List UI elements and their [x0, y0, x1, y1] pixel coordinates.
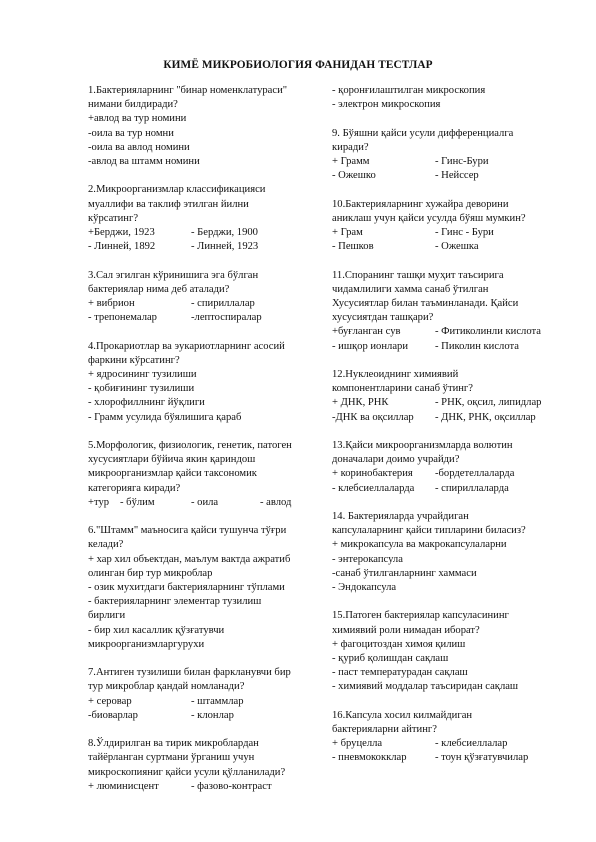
- answer-row: [88, 780, 328, 794]
- question-text-line: доначалари доимо учрайди?: [332, 454, 460, 466]
- answer-option: - қоронғилаштилган микроскопия: [332, 85, 486, 96]
- answer-option: - паст температурадан сақлаш: [332, 667, 468, 679]
- question-text-line: 12.Нуклеоиднинг химиявий: [332, 369, 459, 380]
- answer-option: - Линней, 1892: [88, 241, 156, 253]
- answer-option: олинган бир тур микроблар: [88, 567, 213, 579]
- question-block: [88, 183, 328, 254]
- question-block: [332, 84, 572, 112]
- question-text-line: хусусиятдан ташқари?: [332, 312, 434, 324]
- answer-option: - оила: [191, 496, 219, 508]
- question-text-line: бактериялар нима деб аталади?: [88, 283, 230, 295]
- answer-row: [332, 751, 572, 765]
- answer-option: - тоун қўзғатувчилар: [435, 752, 529, 764]
- question-stem: [88, 340, 328, 368]
- question-text-line: тур микроблар қандай номланади?: [88, 681, 245, 693]
- question-stem: [332, 127, 572, 155]
- question-text-line: микроорганизмлар қайси таксономик: [88, 468, 257, 480]
- answer-option: - химиявий моддалар таъсиридан сақлаш: [332, 681, 519, 693]
- answer-option: -оила ва авлод номини: [88, 141, 190, 153]
- question-stem: [88, 737, 328, 780]
- question-stem: [88, 439, 328, 496]
- answer-row: [332, 411, 572, 425]
- question-block: [332, 709, 572, 766]
- answer-row: [88, 240, 328, 254]
- answer-option: +тур: [88, 496, 110, 508]
- answer-option: +Берджи, 1923: [88, 227, 155, 239]
- question-block: [332, 127, 572, 184]
- question-text-line: 13.Қайси микроорганизмларда волютин: [332, 440, 513, 451]
- answer-option: - ишқор ионлари: [332, 340, 408, 352]
- answer-option: + ядросининг тузилиши: [88, 369, 197, 381]
- question-stem: [88, 666, 328, 694]
- question-text-line: аниклаш учун қайси усулда бўяш мумкин?: [332, 212, 526, 224]
- answer-option: - Пешков: [332, 241, 374, 253]
- question-text-line: микроскопияниг қайси усули қўлланилади?: [88, 766, 286, 778]
- answer-option: + фагоцитоздан химоя қилиш: [332, 638, 466, 650]
- question-stem: [88, 269, 328, 297]
- answer-option: - Нейссер: [435, 170, 479, 182]
- question-text-line: 16.Капсула хосил килмайдиган: [332, 709, 473, 721]
- answer-option: - фазово-контраст: [191, 780, 272, 792]
- question-text-line: 9. Бўяшни қайси усули дифференциалга: [332, 127, 514, 139]
- question-text-line: 3.Сал эгилган кўринишига эга бўлган: [88, 269, 259, 281]
- answer-option: -биоварлар: [88, 709, 138, 721]
- question-stem: [332, 368, 572, 396]
- question-text-line: 4.Прокариотлар ва эукариотларнинг асосий: [88, 340, 285, 352]
- answer-row: [332, 240, 572, 254]
- answer-option: + Грам: [332, 227, 363, 238]
- answer-option: - трепонемалар: [88, 312, 157, 324]
- question-stem: [332, 609, 572, 637]
- question-block: [332, 510, 572, 595]
- answer-row: [332, 169, 572, 183]
- answer-option: - озик мухитдаги бактерияларнинг тўплами: [88, 582, 285, 594]
- answer-option: - Ожешка: [435, 241, 479, 253]
- answer-option: микроорганизмларгурухи: [88, 638, 205, 650]
- answer-row: [88, 311, 328, 325]
- answer-option: - Гинс-Бури: [435, 156, 489, 167]
- question-text-line: 11.Спорaнинг ташқи муҳит таъсирига: [332, 269, 504, 281]
- answer-option: - клебсиеллалар: [435, 738, 508, 750]
- answer-option: - ДНК, РНК, оқсиллар: [435, 411, 536, 423]
- answer-option: - штаммлар: [191, 695, 244, 707]
- answer-option: -санаб ўтилганларнинг хаммаси: [332, 567, 477, 579]
- question-block: [88, 524, 328, 652]
- answer-row: [88, 695, 328, 709]
- question-stem: [332, 510, 572, 538]
- answer-option: - қуриб қолишдан сақлаш: [332, 653, 449, 665]
- question-block: [88, 666, 328, 723]
- question-stem: [332, 439, 572, 467]
- answer-option: - Ожешко: [332, 170, 376, 182]
- answer-option: - авлод: [260, 496, 292, 508]
- answer-option: + хар хил объектдан, маълум вактда ажратиб: [88, 553, 291, 565]
- answer-option: -лептоспиралар: [191, 312, 262, 324]
- answer-option: - спириллаларда: [435, 482, 509, 494]
- question-stem: [332, 198, 572, 226]
- question-block: [332, 609, 572, 694]
- answer-row: [332, 482, 572, 496]
- question-block: [88, 269, 328, 326]
- answer-option: - Пиколин кислота: [435, 340, 519, 352]
- question-block: [332, 198, 572, 255]
- answer-option: - пневмококклар: [332, 752, 407, 764]
- answer-option: - бактерияларнинг элементар тузилиш: [88, 596, 262, 608]
- answer-option: + вибрион: [88, 298, 135, 310]
- question-stem: [88, 524, 328, 552]
- answer-row: [88, 226, 328, 240]
- question-block: [88, 737, 328, 794]
- question-stem: [332, 269, 572, 326]
- question-text-line: 2.Микроорганизмлар классификацияси: [88, 184, 266, 196]
- question-text-line: чидамлилиги хамма санаб ўтилган: [332, 283, 489, 295]
- question-text-line: нимани билдиради?: [88, 99, 178, 111]
- answer-option: + микрокапсула ва макрокапсулаларни: [332, 539, 507, 551]
- answer-option: - қобиғининг тузилиши: [88, 383, 195, 395]
- question-text-line: бактерияларни айтинг?: [332, 724, 437, 736]
- answer-row: [88, 297, 328, 311]
- question-text-line: капсулаларнинг қайси типларини биласиз?: [332, 525, 526, 537]
- answer-option: - хлорофиллнинг йўқлиги: [88, 397, 205, 409]
- question-text-line: фаркини кўрсатинг?: [88, 354, 180, 366]
- question-text-line: тайёрланган суртмани ўрганиш учун: [88, 752, 255, 764]
- answer-option: - клебсиеллаларда: [332, 482, 415, 494]
- question-text-line: киради?: [332, 141, 369, 153]
- question-text-line: 8.Ўлдирилган ва тирик микроблардан: [88, 738, 259, 750]
- answer-option: + серовар: [88, 695, 132, 707]
- question-text-line: 15.Патоген бактериялар капсуласининг: [332, 610, 509, 622]
- question-text-line: химиявий роли нимадан иборат?: [332, 624, 480, 636]
- question-block: [88, 340, 328, 425]
- answer-row: [332, 737, 572, 751]
- answer-option: + Грамм: [332, 156, 370, 167]
- question-block: [332, 439, 572, 496]
- answer-option: - Грамм усулида бўялишига қараб: [88, 411, 242, 423]
- question-block: [332, 269, 572, 354]
- question-text-line: кўрсатинг?: [88, 212, 139, 224]
- answer-option: бирлиги: [88, 610, 126, 622]
- question-stem: [88, 84, 328, 112]
- answer-option: - бир хил касаллик қўзғатувчи: [88, 624, 225, 636]
- answer-option: -авлод ва штамм номини: [88, 156, 200, 168]
- answer-option: + бруцелла: [332, 738, 383, 750]
- answer-option: - клонлар: [191, 709, 234, 721]
- answer-option: - Гинс - Бури: [435, 227, 494, 238]
- answer-option: - Линней, 1923: [191, 241, 259, 253]
- answer-option: - энтерокапсула: [332, 553, 403, 565]
- right-column: [332, 84, 572, 766]
- question-text-line: категорияга киради?: [88, 482, 181, 494]
- answer-option: + люминисцент: [88, 780, 159, 792]
- answer-option: +буғланган сув: [332, 326, 401, 338]
- answer-row: [332, 467, 572, 481]
- left-column: [88, 84, 328, 794]
- question-stem: [88, 183, 328, 226]
- question-text-line: компонентларини санаб ўтинг?: [332, 383, 473, 395]
- answer-option: - Фитиколинли кислота: [435, 326, 541, 338]
- answer-option: - спириллалар: [191, 298, 255, 310]
- answer-option: - Эндокапсула: [332, 582, 397, 594]
- question-text-line: муаллифи ва таклиф этилган йилни: [88, 198, 249, 210]
- question-text-line: 10.Бактерияларнинг хужайра деворини: [332, 198, 509, 210]
- answer-row: [88, 496, 328, 510]
- question-text-line: 14. Бактерияларда учрайдиган: [332, 511, 469, 522]
- answer-option: - Берджи, 1900: [191, 227, 258, 239]
- question-text-line: 5.Морфологик, физиологик, генетик, патоген: [88, 440, 292, 452]
- question-text-line: хусусиятлари бўйича якин қариндош: [88, 454, 256, 466]
- answer-option: -ДНК ва оқсиллар: [332, 411, 414, 423]
- question-block: [332, 368, 572, 425]
- answer-option: + коринобактерия: [332, 468, 413, 480]
- question-stem: [332, 709, 572, 737]
- question-text-line: 1.Бактерияларнинг "бинар номенклатураси": [88, 85, 288, 96]
- answer-option: +авлод ва тур номини: [88, 113, 187, 125]
- answer-row: [88, 709, 328, 723]
- answer-row: [332, 396, 572, 410]
- answer-option: -бордетеллаларда: [435, 468, 515, 480]
- answer-option: - бўлим: [120, 496, 155, 508]
- question-text-line: келади?: [88, 539, 124, 551]
- answer-row: [332, 155, 572, 169]
- question-text-line: 7.Антиген тузилиши билан фаркланувчи бир: [88, 667, 291, 679]
- question-text-line: Хусусиятлар билан таъминланади. Қайси: [332, 298, 519, 309]
- question-text-line: 6."Штамм" маъносига қайси тушунча тўғри: [88, 525, 287, 537]
- question-block: [88, 84, 328, 169]
- question-block: [88, 439, 328, 510]
- answer-row: [332, 325, 572, 339]
- answer-option: -оила ва тур номни: [88, 127, 174, 139]
- answer-option: - РНК, оқсил, липидлар: [435, 397, 542, 409]
- answer-row: [332, 226, 572, 240]
- answer-option: + ДНК, РНК: [332, 397, 389, 409]
- answer-option: - электрон микроскопия: [332, 99, 441, 111]
- answer-row: [332, 340, 572, 354]
- page-title: КИМЁ МИКРОБИОЛОГИЯ ФАНИДАН ТЕСТЛАР: [163, 59, 433, 71]
